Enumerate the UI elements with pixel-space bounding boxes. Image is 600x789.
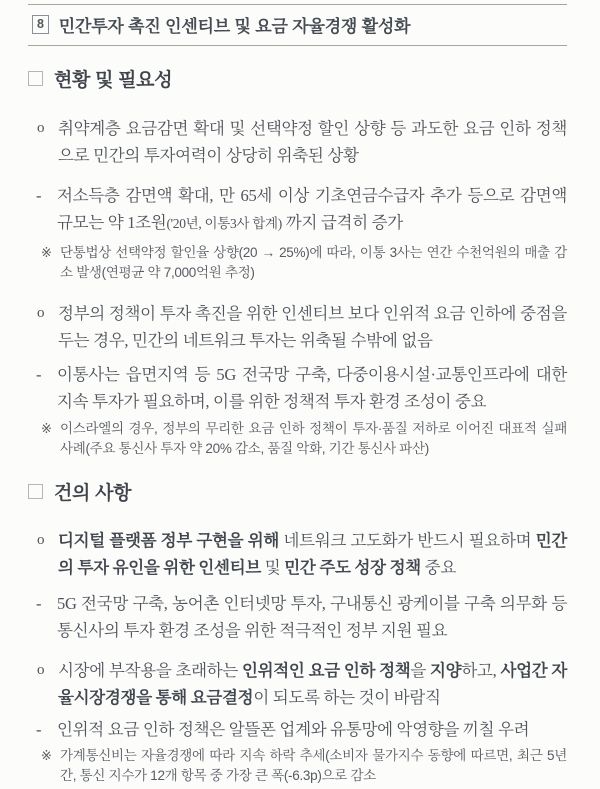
section-heading-label: 건의 사항 — [54, 483, 132, 504]
note-marker-icon: ※ — [41, 245, 52, 260]
paragraph-text: 5G 전국망 구축, 농어촌 인터넷망 투자, 구내통신 광케이블 구축 의무화 등 통신사의 투자 환경 조성을 위한 적극적인 정부 지원 필요 — [57, 594, 567, 640]
text-run-bold: 인위적인 요금 인하 정책 — [242, 661, 411, 680]
title-number-box: 8 — [32, 15, 49, 35]
dash-bullet-marker: - — [36, 186, 42, 205]
paragraph-text — [58, 661, 567, 707]
section-heading-label: 현황 및 필요성 — [54, 70, 173, 91]
note-marker-icon: ※ — [41, 748, 52, 763]
note-text: 이스라엘의 경우, 정부의 무리한 요금 인하 정책이 투자·품질 저하로 이어진 대표적 실패 사례(주요 통신사 투자 약 20% 감소, 품질 악화, 기간 통신사 파산) — [60, 421, 567, 456]
circle-bullet-marker: o — [37, 305, 45, 321]
text-run: 하고, — [461, 661, 501, 680]
section-heading-status — [28, 65, 567, 92]
text-run: 을 — [410, 661, 431, 680]
page-title: 민간투자 촉진 인센티브 및 요금 자율경쟁 활성화 — [58, 17, 411, 36]
text-run-bold: 사업간 자율시장경쟁을 통해 요금결정 — [58, 661, 567, 707]
paragraph-text: 정부의 정책이 투자 촉진을 위한 인센티브 보다 인위적 요금 인하에 중점을 두는 경우, 민간의 네트워크 투자는 위축될 수밖에 없음 — [58, 304, 567, 350]
text-run: 네트워크 고도화가 반드시 필요하며 — [283, 531, 536, 550]
square-bullet-icon — [28, 484, 43, 499]
reference-note — [28, 243, 567, 283]
bullet-paragraph — [28, 527, 567, 581]
text-run: 까지 급격히 증가 — [281, 213, 403, 232]
reference-note — [28, 419, 567, 459]
text-run-bold: 디지털 플랫폼 정부 구현을 위해 — [58, 531, 284, 550]
reference-note — [28, 746, 567, 786]
dash-bullet-marker: - — [36, 720, 42, 739]
section-heading-proposal — [28, 478, 567, 505]
note-text: 가계통신비는 자율경쟁에 따라 지속 하락 추세(소비자 물가지수 동향에 따르면, 최근 5년간, 통신 지수가 12개 항목 중 가장 큰 폭(-6.3p)으로 감소 — [60, 748, 567, 783]
text-run-bold: 지양 — [430, 661, 462, 680]
paragraph-text — [57, 186, 567, 232]
note-marker-icon: ※ — [41, 421, 52, 436]
square-bullet-icon — [28, 71, 43, 86]
dash-bullet-marker: - — [36, 365, 42, 384]
text-run: 저소득층 감면액 확대, 만 65세 이상 기초연금수급자 추가 등으로 감면액 규모는 약 1조원 — [57, 186, 567, 232]
document-title-band — [28, 4, 567, 46]
sub-bullet-paragraph — [28, 590, 567, 644]
circle-bullet-marker: o — [37, 662, 45, 678]
circle-bullet-marker: o — [37, 532, 45, 548]
text-run: 중요 — [420, 558, 456, 577]
paragraph-text: 인위적 요금 인하 정책은 알뜰폰 업계와 유통망에 악영향을 끼칠 우려 — [57, 720, 530, 739]
text-run-small: ('20년, 이통3사 합계) — [166, 216, 282, 231]
bullet-paragraph — [28, 115, 567, 169]
text-run-bold: 민간의 투자 유인을 위한 인센티브 — [58, 531, 567, 577]
text-run-bold: 민간 주도 성장 정책 — [284, 558, 421, 577]
paragraph-text — [58, 531, 567, 577]
paragraph-text: 취약계층 요금감면 확대 및 선택약정 할인 상향 등 과도한 요금 인하 정책으로 민간의 투자여력이 상당히 위축된 상황 — [58, 119, 567, 165]
text-run: 이 되도록 하는 것이 바람직 — [253, 688, 441, 707]
paragraph-text: 이통사는 읍면지역 등 5G 전국망 구축, 다중이용시설·교통인프라에 대한 지속 투자가 필요하며, 이를 위한 정책적 투자 환경 조성이 중요 — [57, 365, 567, 411]
bullet-paragraph — [28, 657, 567, 711]
sub-bullet-paragraph — [28, 716, 567, 743]
circle-bullet-marker: o — [37, 120, 45, 136]
dash-bullet-marker: - — [36, 594, 42, 613]
sub-bullet-paragraph — [28, 361, 567, 415]
text-run: 시장에 부작용을 초래하는 — [58, 661, 243, 680]
bullet-paragraph — [28, 300, 567, 354]
sub-bullet-paragraph — [28, 182, 567, 237]
note-text: 단통법상 선택약정 할인율 상향(20 → 25%)에 따라, 이통 3사는 연간 수천억원의 매출 감소 발생(연평균 약 7,000억원 추정) — [60, 245, 567, 280]
text-run: 및 — [260, 558, 285, 577]
